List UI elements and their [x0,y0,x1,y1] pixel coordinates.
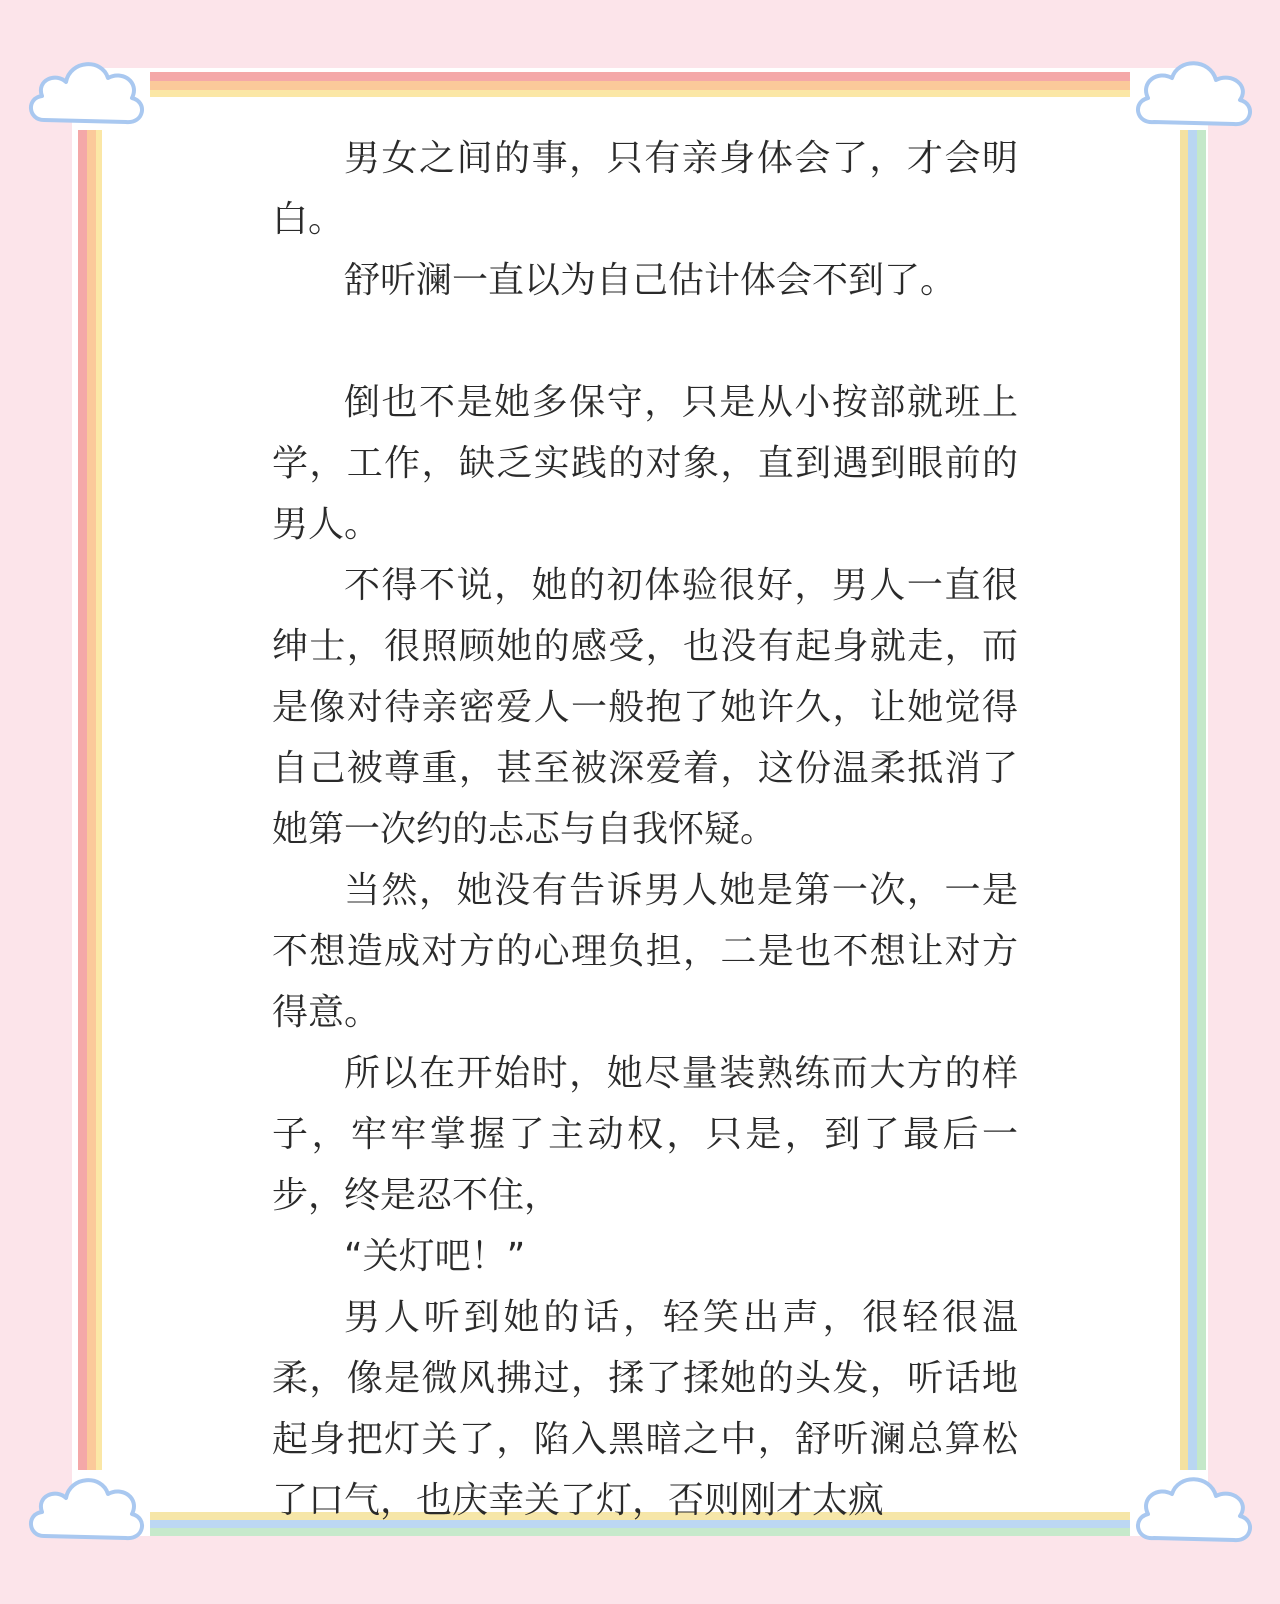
paragraph: 所以在开始时，她尽量装熟练而大方的样子，牢牢掌握了主动权，只是，到了最后一步，终是忍不住， [272,1053,1018,1216]
rainbow-border-right [1180,130,1188,1470]
rainbow-border-top [150,81,1130,90]
dialogue-line: “关灯吧！” [344,1236,526,1277]
rainbow-border-left [96,130,102,1470]
cloud-icon [1128,42,1258,142]
paragraph: 舒听澜一直以为自己估计体会不到了。 [344,260,957,301]
paragraph: 男人听到她的话，轻笑出声，很轻很温柔，像是微风拂过，揉了揉她的头发，听话地起身把灯关了，陷入黑暗之中，舒听澜总算松了口气，也庆幸关了灯，否则刚才太疯 [272,1297,1018,1521]
paragraph: 男女之间的事，只有亲身体会了，才会明白。 [272,138,1018,240]
paragraph: 倒也不是她多保守，只是从小按部就班上学，工作，缺乏实践的对象，直到遇到眼前的男人。 [272,382,1018,545]
rainbow-border-top [150,90,1130,97]
rainbow-border-top [150,72,1130,81]
rainbow-border-right [1197,130,1206,1470]
rainbow-border-left [78,130,87,1470]
cloud-icon [1128,1458,1258,1558]
blank-line [272,311,1018,372]
cloud-icon [22,1458,152,1558]
rainbow-border-left [87,130,96,1470]
cloud-icon [22,42,152,142]
rainbow-border-right [1188,130,1197,1470]
paragraph: 当然，她没有告诉男人她是第一次，一是不想造成对方的心理负担，二是也不想让对方得意。 [272,870,1018,1033]
paragraph: 不得不说，她的初体验很好，男人一直很绅士，很照顾她的感受，也没有起身就走，而是像对待亲密爱人一般抱了她许久，让她觉得自己被尊重，甚至被深爱着，这份温柔抵消了她第一次约的忐忑与自我怀疑。 [272,565,1018,850]
rainbow-border-bottom [150,1528,1130,1536]
story-text [272,128,1018,1522]
